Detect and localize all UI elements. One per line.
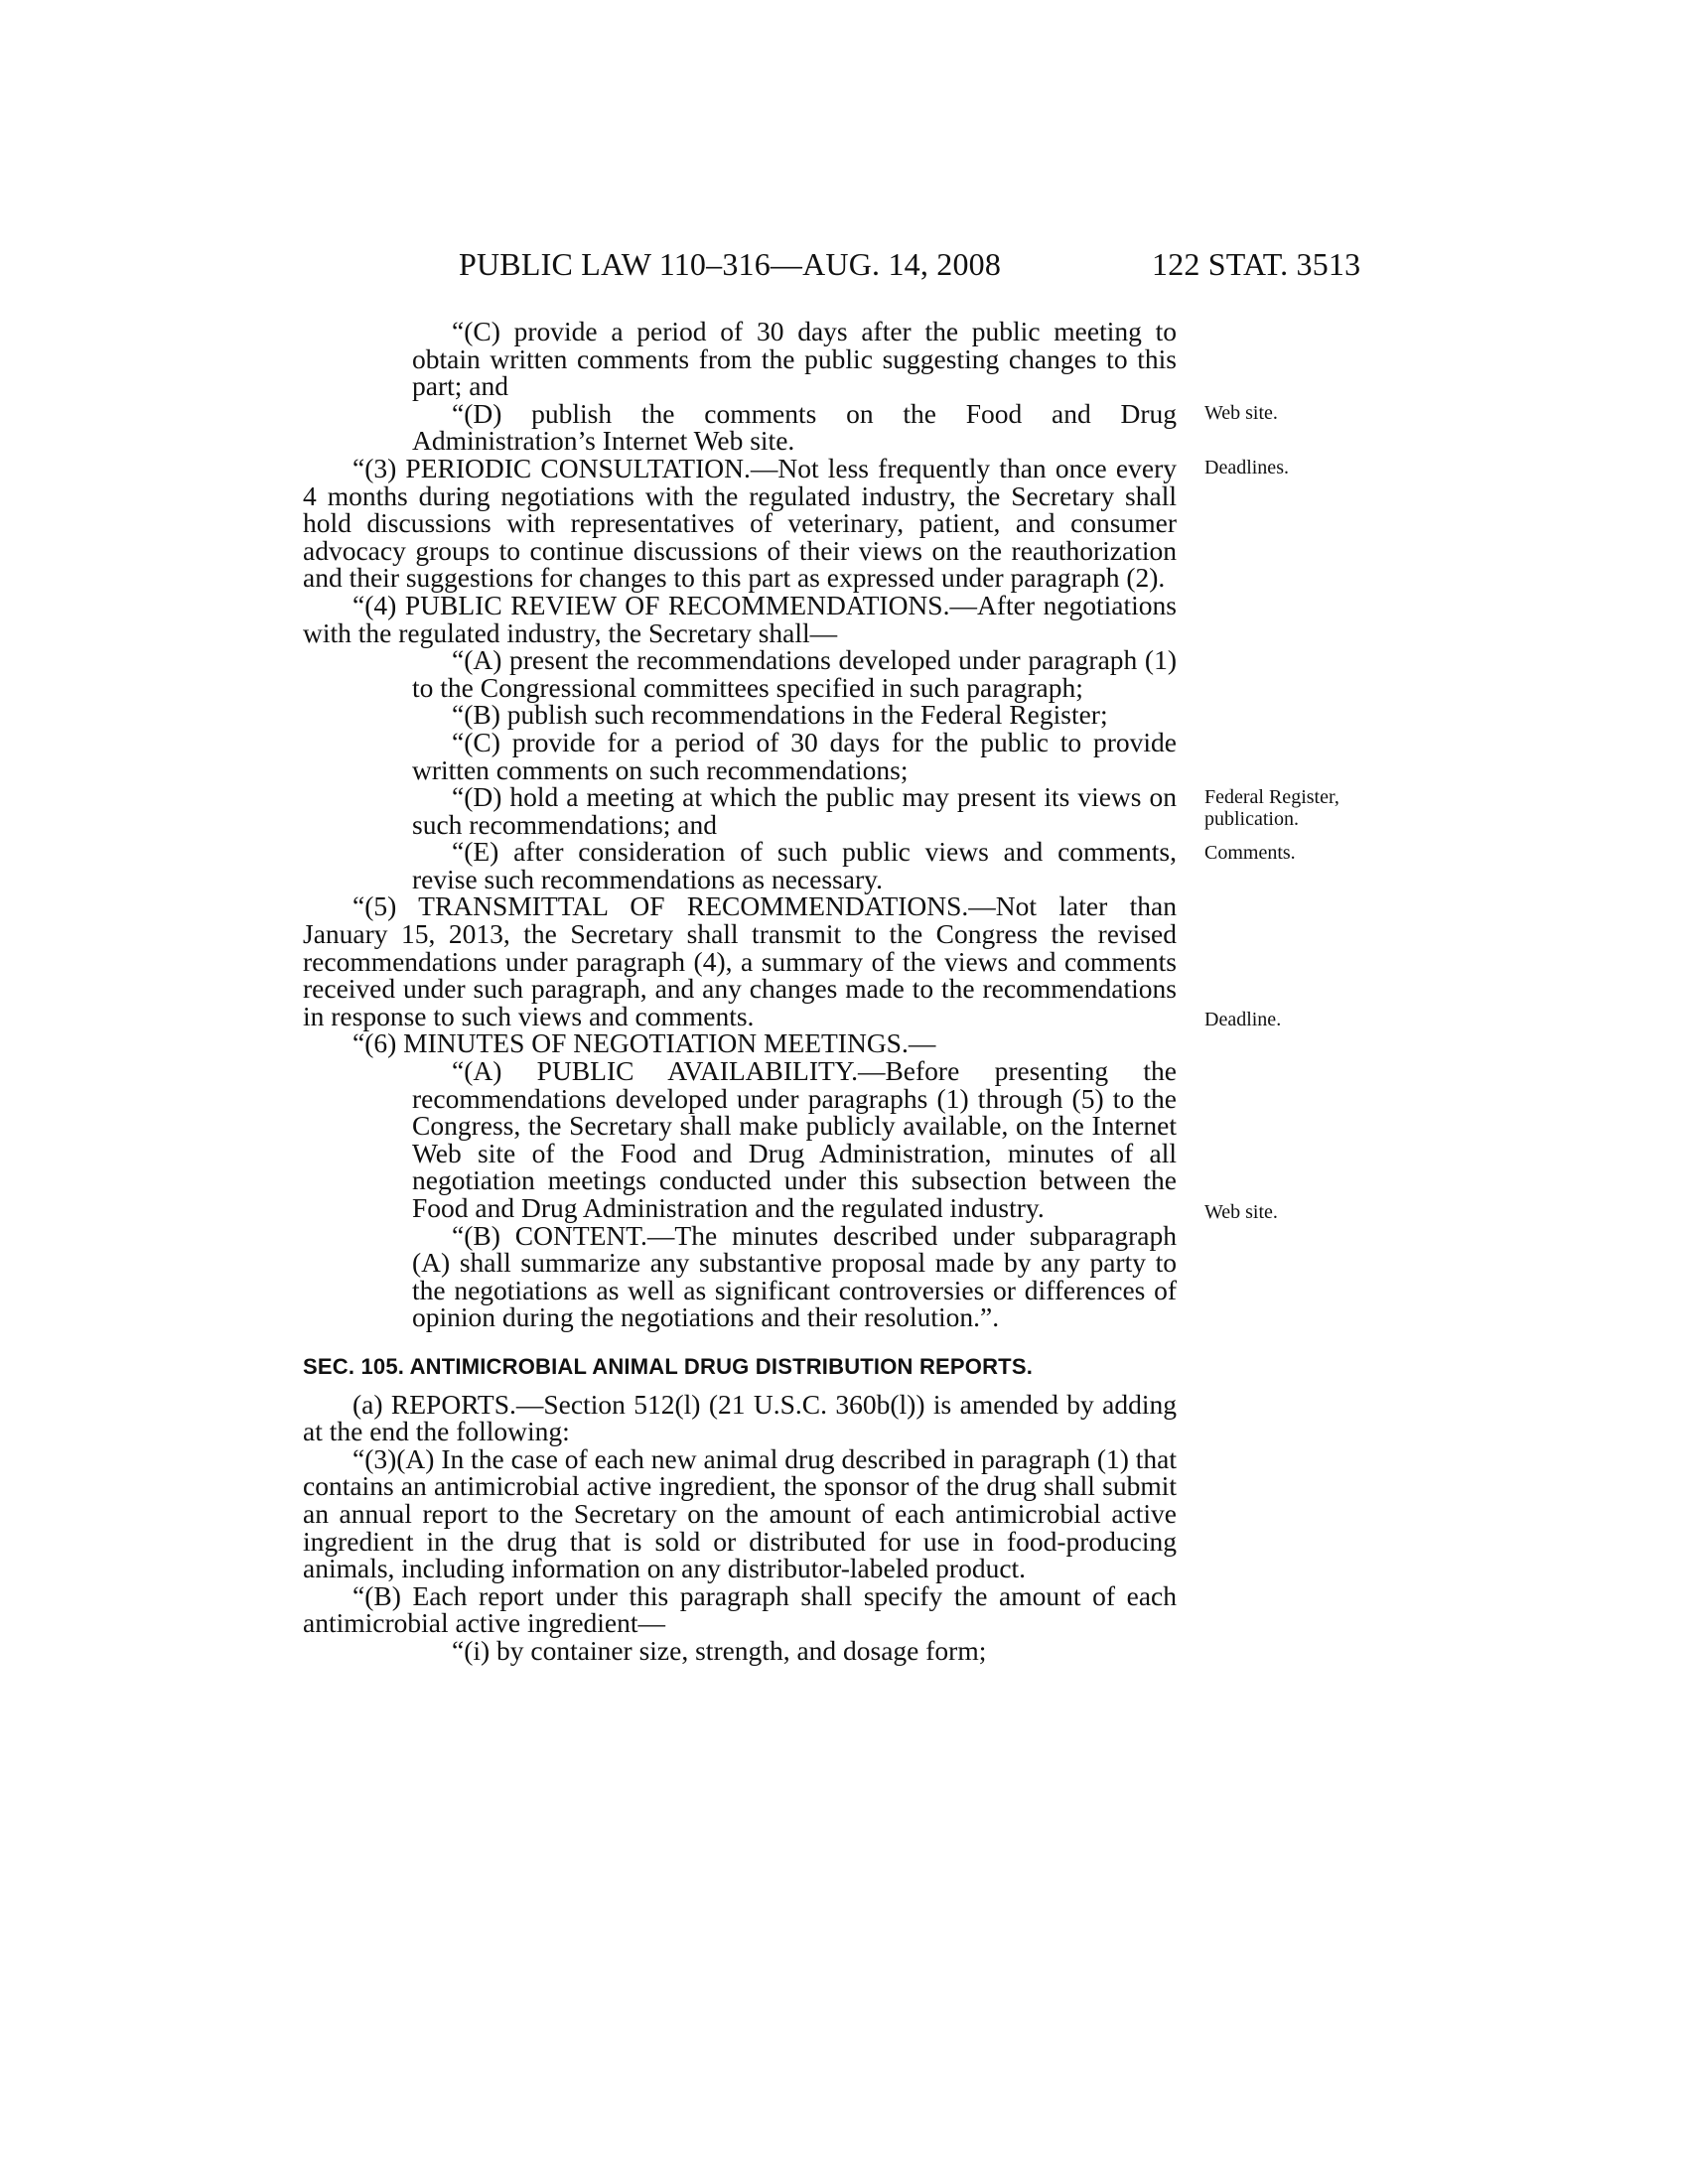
para-6-minutes: “(6) MINUTES OF NEGOTIATION MEETINGS.— (352, 1027, 936, 1059)
para-c-period: “(C) provide a period of 30 days after the public meeting to obtain written comments from the public suggesting changes to this part; and (412, 316, 1177, 402)
margin-note-web-site-2: Web site. (1204, 1201, 1278, 1223)
header-public-law: PUBLIC LAW 110–316—AUG. 14, 2008 (459, 246, 1002, 282)
para-4d: “(D) hold a meeting at which the public may present its views on such recommendations; and (412, 781, 1177, 840)
header-statute-page: 122 STAT. 3513 (1152, 246, 1361, 282)
para-3-periodic-consultation: “(3) PERIODIC CONSULTATION.—Not less frequently than once every 4 months during negotiations with the regulated industry, the Secretary shall hold discussions with representatives of veterinary, patient, and consumer advocacy groups to continue discussions of their views on the reauthorization and their suggestions for changes to this part as expressed under paragraph (2). (303, 452, 1177, 594)
para-6b-content: “(B) CONTENT.—The minutes described under subparagraph (A) shall summarize any substantive proposal made by any party to the negotiations as well as significant controversies or differences of opinion during the negotiations and their resolution.”. (412, 1219, 1177, 1333)
para-4a: “(A) present the recommendations developed under paragraph (1) to the Congressional committees specified in such paragraph; (412, 644, 1177, 703)
margin-note-federal-register: Federal Register, publication. (1204, 786, 1339, 830)
para-4b: “(B) publish such recommendations in the Federal Register; (452, 699, 1108, 731)
body-text (303, 318, 1177, 1665)
section-heading: SEC. 105. ANTIMICROBIAL ANIMAL DRUG DISTRIBUTION REPORTS. (303, 1353, 1034, 1379)
para-6a-public-availability: “(A) PUBLIC AVAILABILITY.—Before presenting the recommendations developed under paragraphs (1) through (5) to the Congress, the Secretary shall make publicly available, on the Internet Web site of the Food and Drug Administration, minutes of all negotiation meetings conducted under this subsection between the Food and Drug Administration and the regulated industry. (412, 1055, 1177, 1223)
margin-note-comments: Comments. (1204, 842, 1296, 864)
para-a-reports: (a) REPORTS.—Section 512(l) (21 U.S.C. 360b(l)) is amended by adding at the end the following: (303, 1388, 1177, 1447)
margin-note-deadline: Deadline. (1204, 1009, 1282, 1030)
para-i-container: “(i) by container size, strength, and dosage form; (452, 1634, 987, 1666)
margin-note-deadlines: Deadlines. (1204, 457, 1289, 478)
para-4-public-review: “(4) PUBLIC REVIEW OF RECOMMENDATIONS.—After negotiations with the regulated industry, the Secretary shall— (303, 589, 1177, 648)
margin-note-web-site: Web site. (1204, 402, 1278, 424)
para-5-transmittal: “(5) TRANSMITTAL OF RECOMMENDATIONS.—Not later than January 15, 2013, the Secretary shall transmit to the Congress the revised recommendations under paragraph (4), a summary of the views and comments received under such paragraph, and any changes made to the recommendations in response to such views and comments. (303, 890, 1177, 1031)
para-4c: “(C) provide for a period of 30 days for the public to provide written comments on such recommendations; (412, 726, 1177, 785)
para-4e: “(E) after consideration of such public views and comments, revise such recommendations as necessary. (412, 836, 1177, 894)
para-3a-annual-report: “(3)(A) In the case of each new animal drug described in paragraph (1) that contains an antimicrobial active ingredient, the sponsor of the drug shall submit an annual report to the Secretary on the amount of each antimicrobial active ingredient in the drug that is sold or distributed for use in food-producing animals, including information on any distributor-labeled product. (303, 1442, 1177, 1584)
para-d-publish: “(D) publish the comments on the Food and Drug Administration’s Internet Web site. (412, 397, 1177, 457)
para-3b-report-specify: “(B) Each report under this paragraph shall specify the amount of each antimicrobial active ingredient— (303, 1579, 1177, 1639)
